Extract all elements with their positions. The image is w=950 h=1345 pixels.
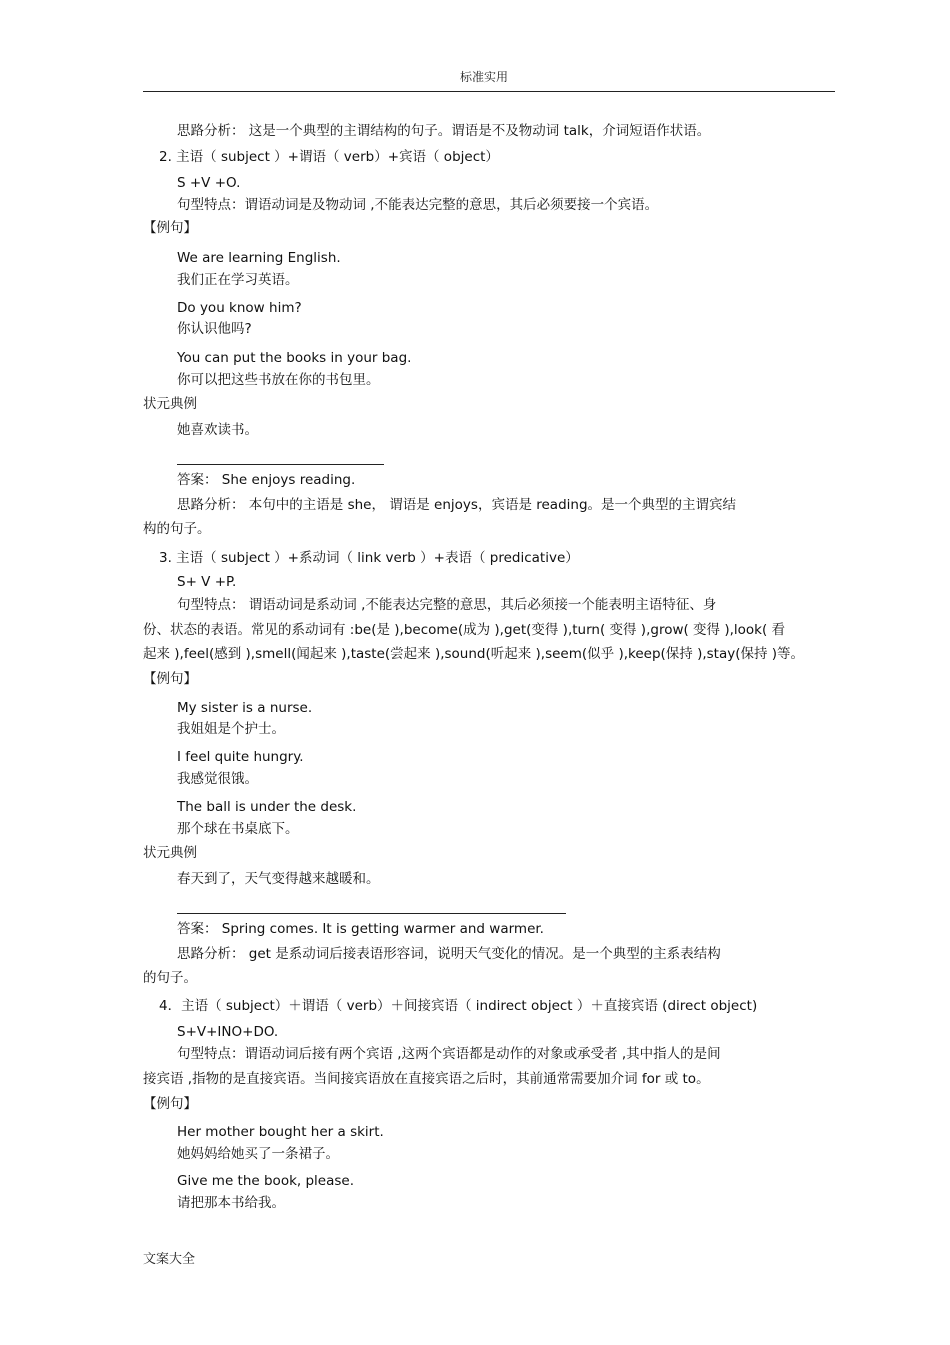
answer-blank	[177, 464, 384, 465]
text-line: 句型特点：谓语动词后接有两个宾语 ,这两个宾语都是动作的对象或承受者 ,其中指人的是间	[177, 1046, 721, 1062]
exercise-prompt: 她喜欢读书。	[177, 422, 258, 438]
text-line: 思路分析： get 是系动词后接表语形容词，说明天气变化的情况。是一个典型的主系表结构	[177, 946, 721, 962]
text-line: 句型特点：谓语动词是及物动词 ,不能表达完整的意思，其后必须要接一个宾语。	[177, 197, 659, 213]
exercise-label: 状元典例	[143, 845, 197, 861]
text-line: 构的句子。	[143, 521, 211, 537]
example-label: 【例句】	[143, 1096, 197, 1112]
example-zh: 我们正在学习英语。	[177, 272, 299, 288]
text-line: 的句子。	[143, 970, 197, 986]
answer-line: 答案： Spring comes. It is getting warmer and warmer.	[177, 921, 544, 937]
text-line: 份、状态的表语。常见的系动词有 :be(是 ),become(成为 ),get(变得 ),turn( 变得 ),grow( 变得 ),look( 看	[143, 622, 786, 638]
text-line: 起来 ),feel(感到 ),smell(闻起来 ),taste(尝起来 ),sound(听起来 ),seem(似乎 ),keep(保持 ),stay(保持 )等。	[143, 646, 805, 662]
page-footer: 文案大全	[143, 1252, 196, 1267]
example-en: Do you know him?	[177, 300, 302, 316]
example-en: You can put the books in your bag.	[177, 350, 412, 366]
example-zh: 你可以把这些书放在你的书包里。	[177, 372, 380, 388]
text-line: 思路分析： 这是一个典型的主谓结构的句子。谓语是不及物动词 talk，介词短语作状语。	[177, 123, 711, 139]
page-header: 标准实用	[460, 70, 509, 84]
example-en: Give me the book, please.	[177, 1173, 355, 1189]
section-heading: 4．主语（ subject）＋谓语（ verb）＋间接宾语（ indirect object ）＋直接宾语 (direct object)	[159, 998, 758, 1014]
text-line: 思路分析： 本句中的主语是 she， 谓语是 enjoys，宾语是 reading。是一个典型的主谓宾结	[177, 497, 737, 513]
example-zh: 她妈妈给她买了一条裙子。	[177, 1146, 339, 1162]
example-en: We are learning English.	[177, 250, 341, 266]
example-label: 【例句】	[143, 671, 197, 687]
text-line: 接宾语 ,指物的是直接宾语。当间接宾语放在直接宾语之后时，其前通常需要加介词 for 或 to。	[143, 1071, 710, 1087]
answer-blank	[177, 913, 566, 914]
section-heading: 3. 主语（ subject ）+系动词（ link verb ）+表语（ predicative）	[159, 550, 579, 566]
example-zh: 那个球在书桌底下。	[177, 821, 299, 837]
example-zh: 你认识他吗?	[177, 321, 252, 337]
example-zh: 我姐姐是个护士。	[177, 721, 285, 737]
answer-line: 答案： She enjoys reading.	[177, 472, 356, 488]
example-label: 【例句】	[143, 220, 197, 236]
formula-line: S+ V +P.	[177, 574, 237, 590]
formula-line: S+V+INO+DO.	[177, 1024, 279, 1040]
example-en: I feel quite hungry.	[177, 749, 304, 765]
exercise-label: 状元典例	[143, 396, 197, 412]
example-en: The ball is under the desk.	[177, 799, 357, 815]
text-line: 句型特点： 谓语动词是系动词 ,不能表达完整的意思，其后必须接一个能表明主语特征、身	[177, 597, 717, 613]
example-en: My sister is a nurse.	[177, 700, 313, 716]
example-zh: 我感觉很饿。	[177, 771, 258, 787]
formula-line: S +V +O.	[177, 175, 241, 191]
section-heading: 2. 主语（ subject ）+谓语（ verb）+宾语（ object）	[159, 149, 499, 165]
example-zh: 请把那本书给我。	[177, 1195, 285, 1211]
header-rule	[143, 91, 835, 92]
exercise-prompt: 春天到了，天气变得越来越暖和。	[177, 871, 380, 887]
example-en: Her mother bought her a skirt.	[177, 1124, 384, 1140]
